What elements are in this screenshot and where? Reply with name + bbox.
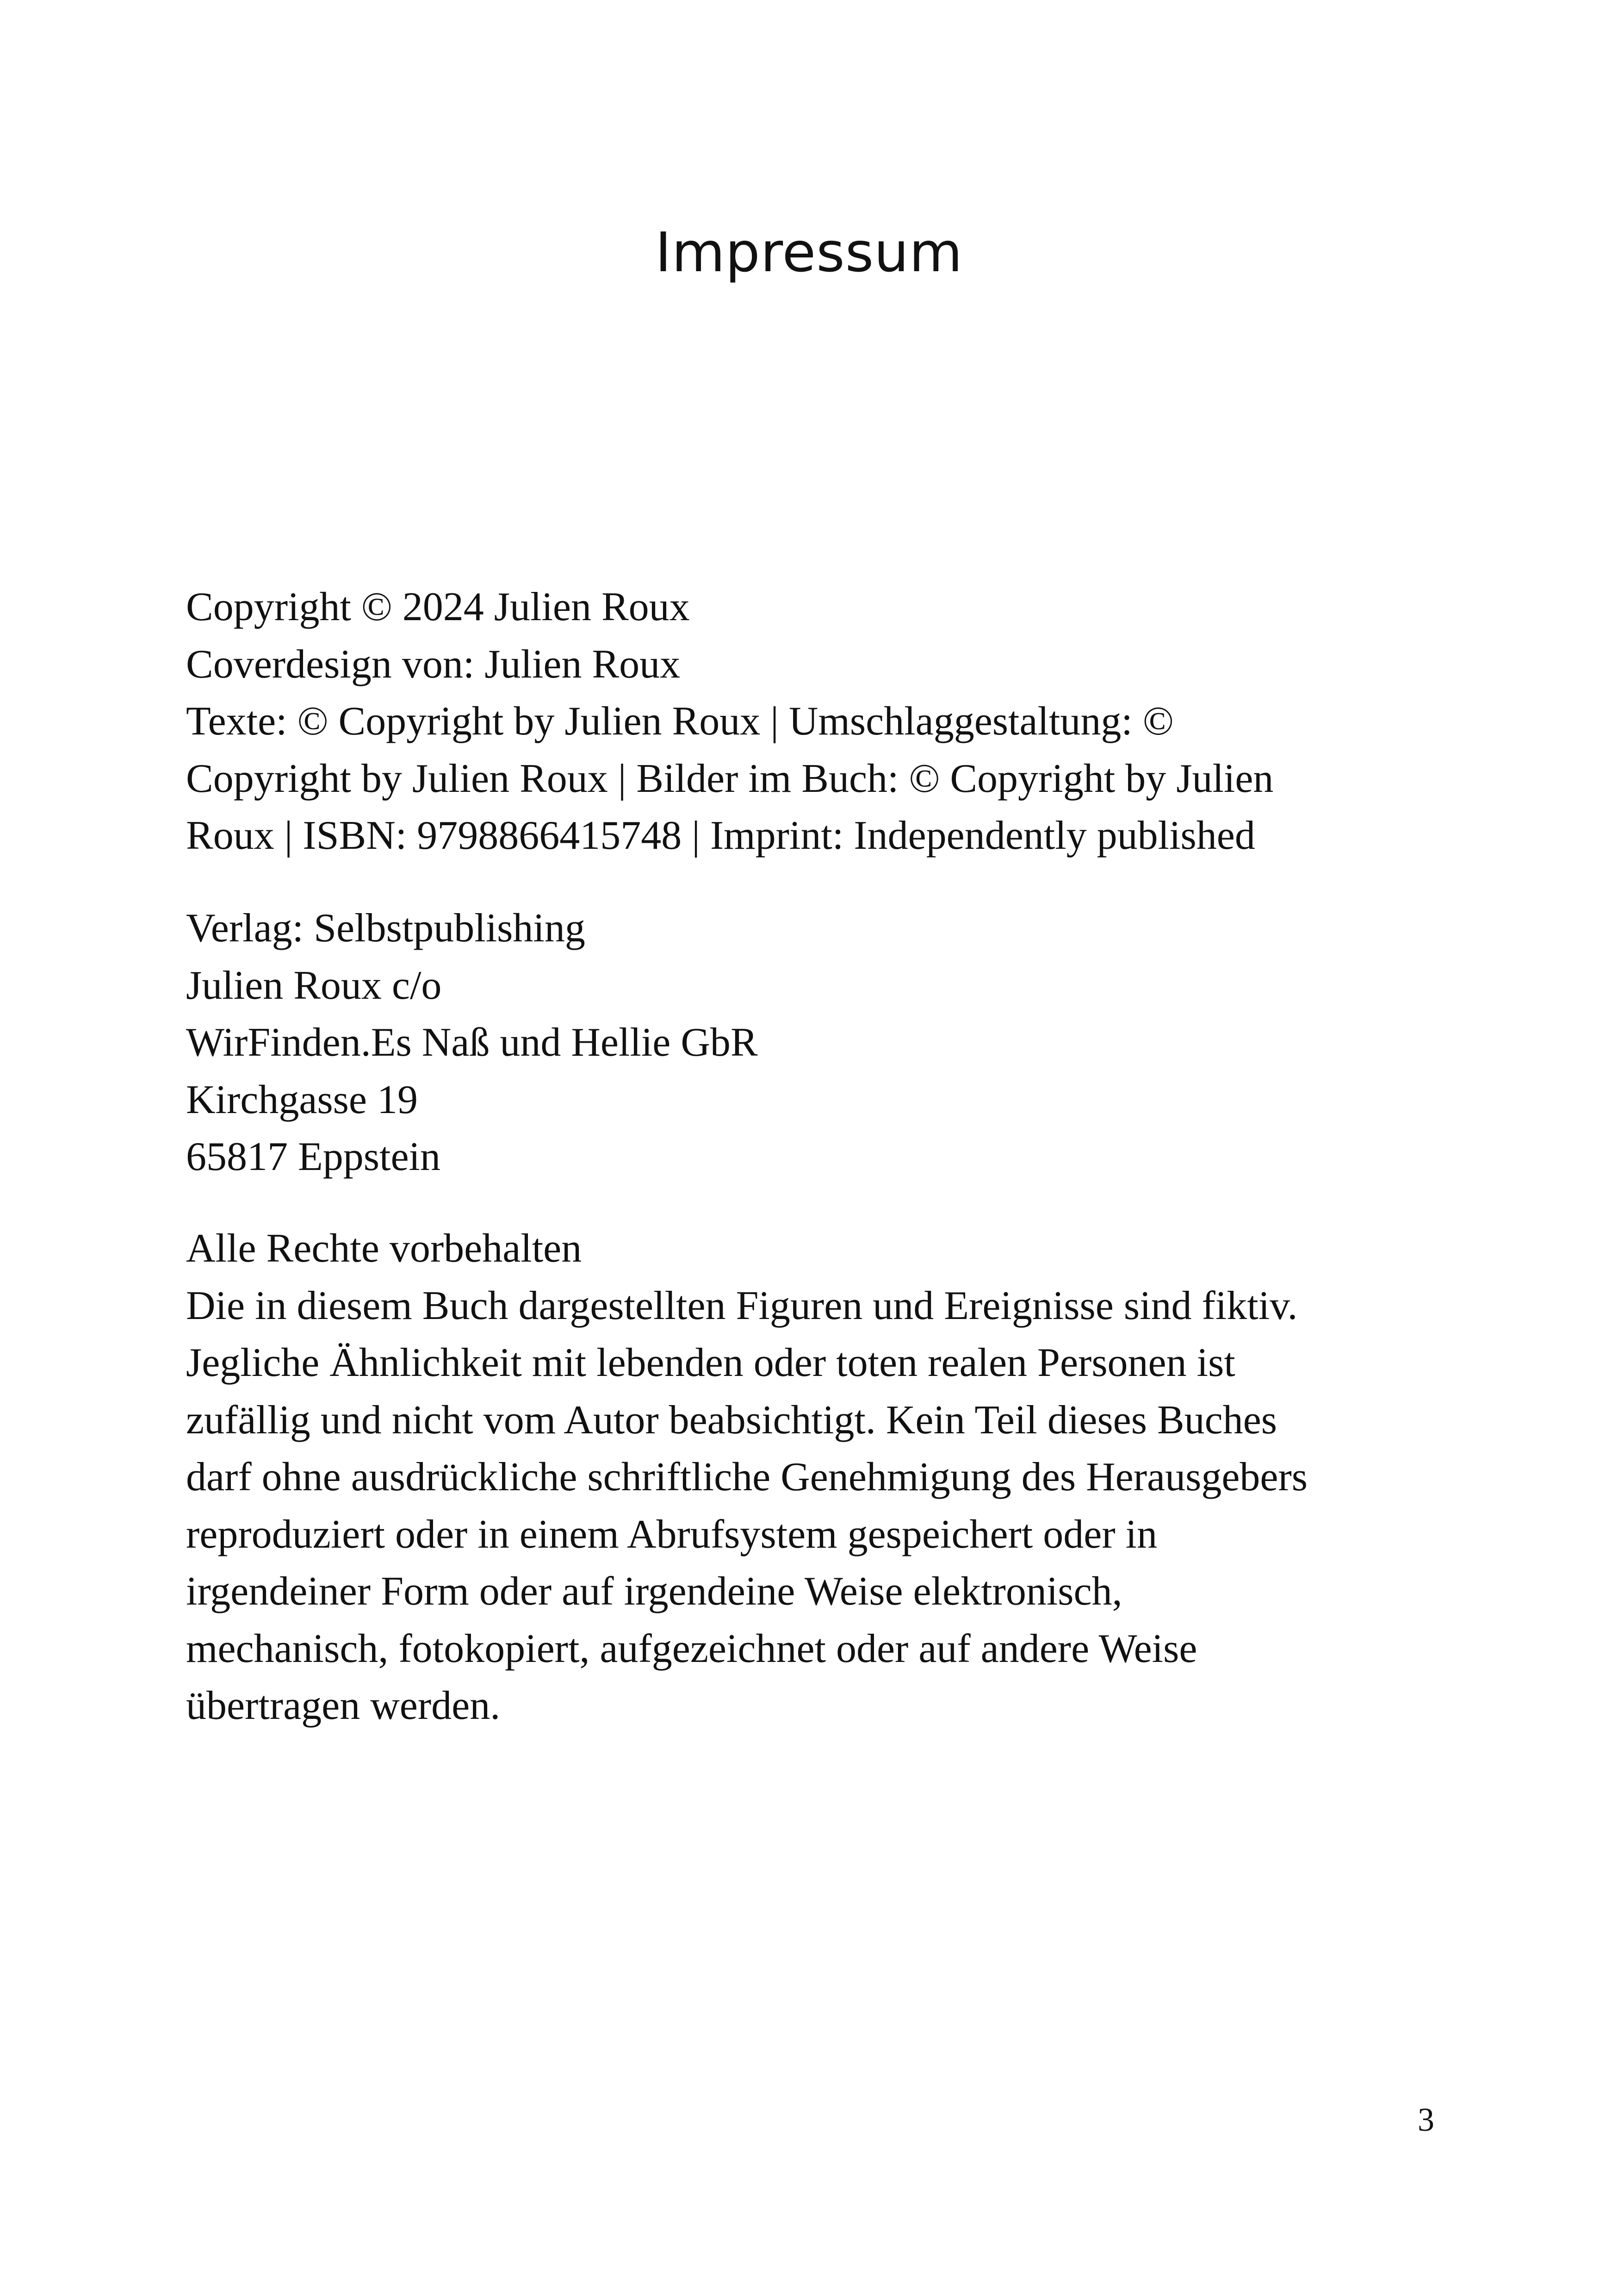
publisher-city-line: 65817 Eppstein xyxy=(186,1134,440,1179)
copyright-details-line: Roux | ISBN: 9798866415748 | Imprint: Independently published xyxy=(186,813,1255,858)
rights-heading-line: Alle Rechte vorbehalten xyxy=(186,1226,582,1271)
rights-text-line: darf ohne ausdrückliche schriftliche Genehmigung des Herausgebers xyxy=(186,1455,1308,1500)
rights-text-line: übertragen werden. xyxy=(186,1683,501,1728)
publisher-address-block xyxy=(186,900,1444,1186)
rights-text-line: reproduziert oder in einem Abrufsystem gespeichert oder in xyxy=(186,1512,1158,1557)
copyright-details-line: Copyright by Julien Roux | Bilder im Buch: © Copyright by Julien xyxy=(186,756,1274,801)
page-title: Impressum xyxy=(655,220,963,284)
publisher-line: Verlag: Selbstpublishing xyxy=(186,906,585,951)
copyright-block xyxy=(186,579,1444,865)
copyright-details-line: Texte: © Copyright by Julien Roux | Umschlaggestaltung: © xyxy=(186,699,1174,744)
rights-text-line: zufällig und nicht vom Autor beabsichtigt. Kein Teil dieses Buches xyxy=(186,1397,1277,1443)
rights-text-line: Die in diesem Buch dargestellten Figuren und Ereignisse sind fiktiv. xyxy=(186,1283,1298,1328)
page-number: 3 xyxy=(1418,2101,1434,2138)
cover-design-line: Coverdesign von: Julien Roux xyxy=(186,641,681,687)
rights-block xyxy=(186,1220,1444,1735)
rights-text-line: Jegliche Ähnlichkeit mit lebenden oder toten realen Personen ist xyxy=(186,1340,1235,1385)
rights-text-line: irgendeiner Form oder auf irgendeine Weise elektronisch, xyxy=(186,1569,1122,1614)
rights-text-line: mechanisch, fotokopiert, aufgezeichnet oder auf andere Weise xyxy=(186,1626,1197,1671)
copyright-line: Copyright © 2024 Julien Roux xyxy=(186,585,690,629)
publisher-company-line: WirFinden.Es Naß und Hellie GbR xyxy=(186,1020,758,1065)
publisher-name-line: Julien Roux c/o xyxy=(186,963,442,1008)
publisher-street-line: Kirchgasse 19 xyxy=(186,1077,418,1122)
